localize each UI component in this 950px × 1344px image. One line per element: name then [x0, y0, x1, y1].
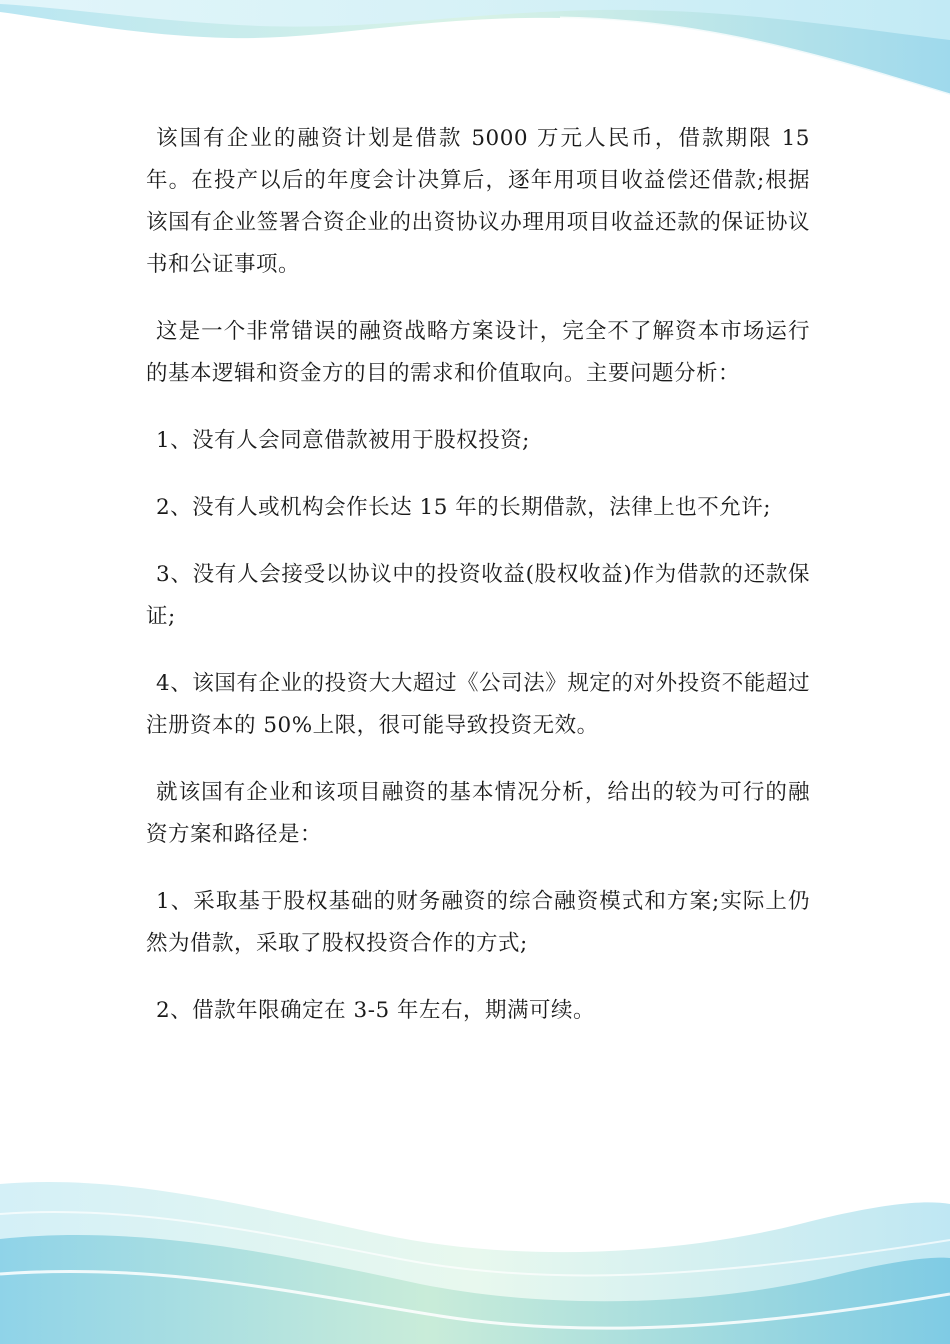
paragraph-solution-1: 1、采取基于股权基础的财务融资的综合融资模式和方案;实际上仍然为借款，采取了股权投资合作的方式; — [146, 889, 810, 956]
top-wave-decoration — [0, 0, 950, 110]
paragraph-solution-2: 2、借款年限确定在 3-5 年左右，期满可续。 — [156, 998, 595, 1023]
paragraph-problem-3: 3、没有人会接受以协议中的投资收益(股权收益)作为借款的还款保证; — [146, 562, 810, 629]
paragraph-analysis-intro: 这是一个非常错误的融资战略方案设计，完全不了解资本市场运行的基本逻辑和资金方的目的需求和价值取向。主要问题分析： — [146, 319, 810, 386]
paragraph-problem-4: 4、该国有企业的投资大大超过《公司法》规定的对外投资不能超过注册资本的 50%上限，很可能导致投资无效。 — [146, 671, 810, 738]
paragraph-problem-2: 2、没有人或机构会作长达 15 年的长期借款，法律上也不允许; — [156, 495, 771, 520]
bottom-wave-decoration — [0, 1144, 950, 1344]
paragraph-financing-plan: 该国有企业的融资计划是借款 5000 万元人民币，借款期限 15 年。在投产以后的年度会计决算后，逐年用项目收益偿还借款;根据该国有企业签署合资企业的出资协议办理用项目收益还款的保证协议书和公证事项。 — [146, 126, 810, 277]
paragraph-solution-intro: 就该国有企业和该项目融资的基本情况分析，给出的较为可行的融资方案和路径是： — [146, 780, 810, 847]
paragraph-problem-1: 1、没有人会同意借款被用于股权投资; — [156, 428, 530, 453]
document-body — [146, 118, 810, 1057]
